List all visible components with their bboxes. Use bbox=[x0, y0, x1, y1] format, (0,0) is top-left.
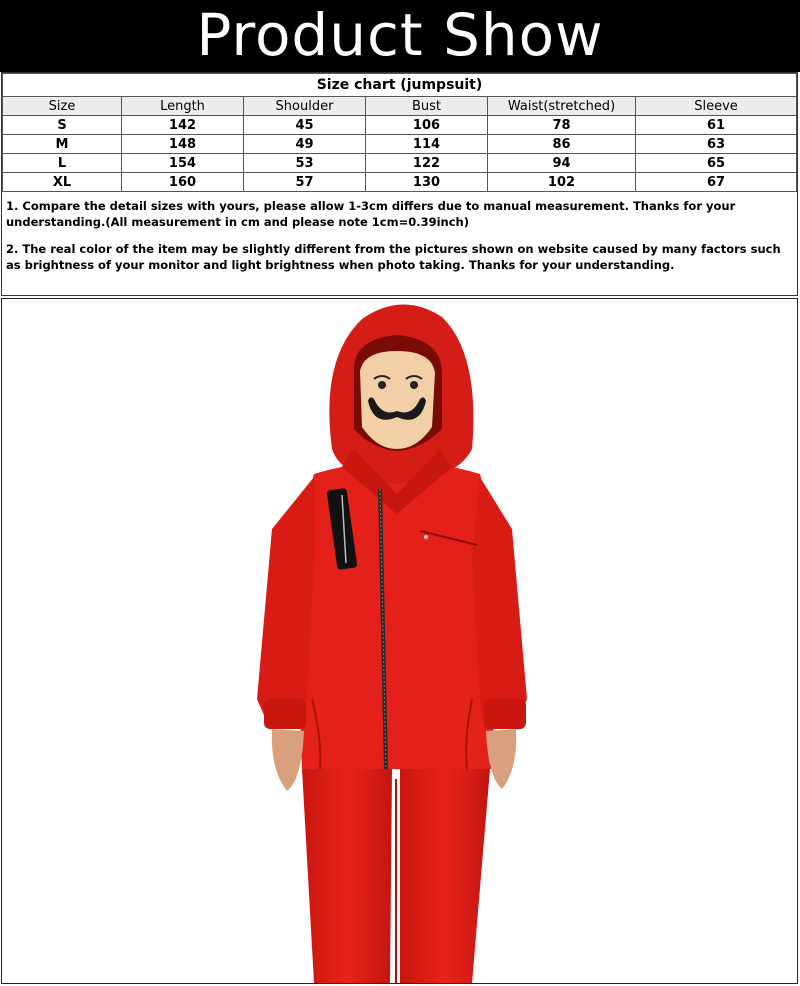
right-hand bbox=[486, 729, 516, 789]
column-header: Sleeve bbox=[636, 97, 797, 116]
column-header: Size bbox=[3, 97, 122, 116]
right-cuff bbox=[484, 699, 526, 729]
length-cell: 160 bbox=[122, 173, 244, 192]
size-cell: S bbox=[3, 116, 122, 135]
size-notes bbox=[2, 192, 797, 273]
waist-cell: 102 bbox=[488, 173, 636, 192]
sleeve-cell: 67 bbox=[636, 173, 797, 192]
table-row bbox=[3, 154, 797, 173]
size-cell: M bbox=[3, 135, 122, 154]
jumpsuit-figure-icon bbox=[2, 299, 797, 983]
left-hand bbox=[272, 729, 304, 791]
shoulder-cell: 53 bbox=[244, 154, 366, 173]
mask-eye-right bbox=[410, 381, 418, 389]
size-chart-table bbox=[2, 73, 797, 192]
table-row bbox=[3, 173, 797, 192]
waist-cell: 78 bbox=[488, 116, 636, 135]
table-row bbox=[3, 135, 797, 154]
table-row bbox=[3, 116, 797, 135]
left-cuff bbox=[264, 699, 306, 729]
sleeve-cell: 63 bbox=[636, 135, 797, 154]
bust-cell: 130 bbox=[366, 173, 488, 192]
bust-cell: 122 bbox=[366, 154, 488, 173]
column-header: Length bbox=[122, 97, 244, 116]
pocket-zip-pull bbox=[424, 535, 428, 539]
left-leg bbox=[302, 769, 392, 983]
right-arm bbox=[472, 477, 527, 729]
bust-cell: 114 bbox=[366, 135, 488, 154]
size-chart-panel bbox=[1, 72, 798, 296]
product-show-banner bbox=[0, 0, 800, 72]
mask-eye-left bbox=[378, 381, 386, 389]
banner-title: Product Show bbox=[196, 1, 604, 69]
product-photo bbox=[1, 298, 798, 984]
size-chart-caption: Size chart (jumpsuit) bbox=[3, 74, 797, 97]
waist-cell: 94 bbox=[488, 154, 636, 173]
waist-cell: 86 bbox=[488, 135, 636, 154]
left-arm bbox=[257, 477, 314, 729]
shoulder-cell: 45 bbox=[244, 116, 366, 135]
length-cell: 148 bbox=[122, 135, 244, 154]
bust-cell: 106 bbox=[366, 116, 488, 135]
size-chart-header-row bbox=[3, 97, 797, 116]
right-leg bbox=[400, 769, 490, 983]
sleeve-cell: 65 bbox=[636, 154, 797, 173]
shoulder-cell: 49 bbox=[244, 135, 366, 154]
column-header: Waist(stretched) bbox=[488, 97, 636, 116]
note-color: 2. The real color of the item may be slightly different from the pictures shown on website caused by many factors such as brightness of your monitor and light brightness when photo taking. Thanks for your understanding. bbox=[6, 242, 781, 272]
length-cell: 142 bbox=[122, 116, 244, 135]
column-header: Shoulder bbox=[244, 97, 366, 116]
size-cell: XL bbox=[3, 173, 122, 192]
sleeve-cell: 61 bbox=[636, 116, 797, 135]
note-measurement: 1. Compare the detail sizes with yours, please allow 1-3cm differs due to manual measurement. Thanks for your understanding.(All measurement in cm and please note 1cm=0.39inch) bbox=[6, 199, 736, 229]
length-cell: 154 bbox=[122, 154, 244, 173]
size-cell: L bbox=[3, 154, 122, 173]
shoulder-cell: 57 bbox=[244, 173, 366, 192]
column-header: Bust bbox=[366, 97, 488, 116]
